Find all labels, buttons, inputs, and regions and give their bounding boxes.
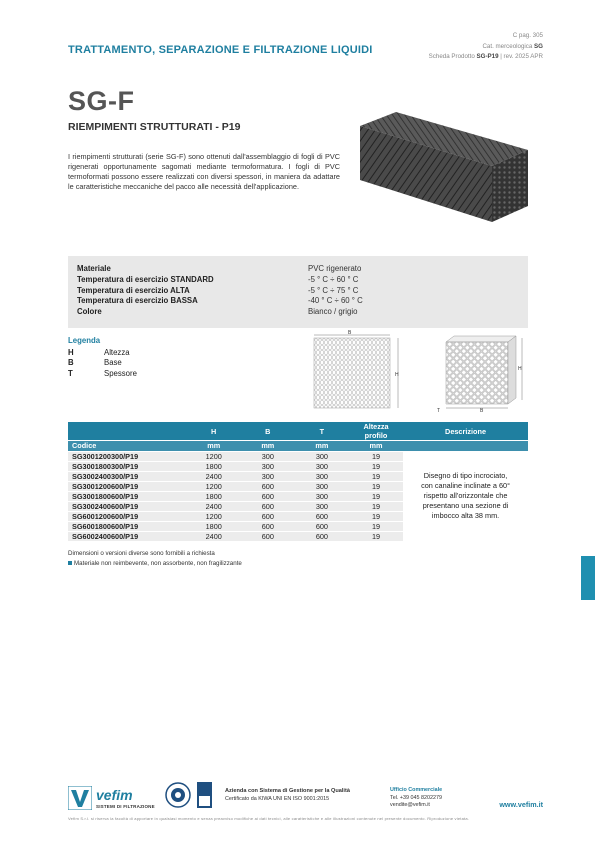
table-row: SG3001200600/P19 1200 600 300 19 <box>68 481 528 491</box>
column-header-profile: Altezza profilo <box>349 422 403 441</box>
dimension-h-label-iso: H <box>518 366 522 372</box>
office-email[interactable]: vendite@vefim.it <box>390 802 430 809</box>
brand-name: vefim <box>96 787 133 803</box>
product-subtitle: RIEMPIMENTI STRUTTURATI - P19 <box>68 121 241 133</box>
note-line: Dimensioni o versioni diverse sono fornibili a richiesta <box>68 550 215 557</box>
column-header-t: T <box>295 422 349 441</box>
vefim-logo-mark <box>68 786 92 810</box>
vefim-logo <box>68 786 156 814</box>
properties-panel <box>68 256 528 328</box>
column-header-h: H <box>187 422 241 441</box>
table-row: SG3001800300/P19 1800 300 300 19 <box>68 461 528 471</box>
legal-disclaimer: Vefim S.r.l. si riserva la facoltà di apportare in qualsiasi momento e senza preavviso modifiche ai dati tecnici, alle caratteristiche e alle illustrazioni contenute nel presente documento. Riproduzione vietata. <box>68 816 470 821</box>
certification-seal-icon <box>165 782 191 808</box>
product-description: Disegno di tipo incrociato, con canaline inclinate a 60° rispetto all'orizzontale che presentano una sezione di imbocco alta 38 mm. <box>403 451 528 541</box>
product-image <box>352 110 530 228</box>
chapter-tab <box>581 556 595 600</box>
table-row: SG6001800600/P19 1800 600 600 19 <box>68 521 528 531</box>
catalog-line: Cat. merceologica SG <box>482 42 543 50</box>
dimension-b-label-iso: B <box>480 408 484 412</box>
isometric-drawing <box>432 330 530 412</box>
document-meta <box>429 31 543 63</box>
website-link[interactable]: www.vefim.it <box>499 800 543 809</box>
column-header-code: Codice <box>68 441 187 452</box>
legend <box>68 336 137 379</box>
section-title: TRATTAMENTO, SEPARAZIONE E FILTRAZIONE LIQUIDI <box>68 44 373 56</box>
legend-title: Legenda <box>68 336 101 345</box>
legend-item: B Base <box>68 358 122 368</box>
property-row: Temperatura di esercizio STANDARD -5 ° C ÷ 60 ° C <box>77 274 359 284</box>
quality-statement: Azienda con Sistema di Gestione per la Qualità Certificato da KIWA UNI EN ISO 9001:2015 <box>225 788 350 802</box>
product-intro: I riempimenti strutturati (serie SG-F) sono ottenuti dall'assemblaggio di fogli di PVC rigenerati opportunamente sagomati mediante termoformatura. I fogli di PVC termoformati possono essere realizzati con diversi spessori, in maniera da adattare le caratteristiche meccaniche del pacco alle necessità dell'applicazione. <box>68 152 340 191</box>
table-row: SG3002400300/P19 2400 300 300 19 <box>68 471 528 481</box>
kiwa-certificate-icon <box>197 782 212 808</box>
table-sub-header <box>68 441 528 452</box>
product-title: SG-F <box>68 86 135 116</box>
table-notes <box>68 549 242 568</box>
dimension-h-label: H <box>395 372 399 378</box>
unit-header: mm <box>349 441 403 452</box>
column-header-b: B <box>241 422 295 441</box>
unit-header: mm <box>187 441 241 452</box>
unit-header: mm <box>295 441 349 452</box>
property-row: Colore Bianco / grigio <box>77 307 358 317</box>
dimension-t-label: T <box>437 408 441 412</box>
note-line: Materiale non reimbevente, non assorbente, non fragilizzante <box>68 559 242 569</box>
table-row: SG6002400600/P19 2400 600 600 19 <box>68 531 528 541</box>
page-label: C pag. 305 <box>512 32 543 39</box>
table-row: SG3001200300/P19 1200 300 300 19 Disegno di tipo incrociato, con canaline inclinate a 60° rispetto all'orizzontale che presentano una sezione di imbocco alta 38 mm. <box>68 451 528 461</box>
office-phone[interactable]: Tel. +39 045 8202279 <box>390 794 443 801</box>
property-row: Temperatura di esercizio ALTA -5 ° C ÷ 75 ° C <box>77 285 359 295</box>
table-row: SG6001200600/P19 1200 600 600 19 <box>68 511 528 521</box>
product-codes-table <box>68 422 528 542</box>
footer <box>0 780 595 842</box>
front-view-drawing <box>308 330 408 410</box>
unit-header: mm <box>241 441 295 452</box>
legend-item: H Altezza <box>68 347 130 357</box>
property-row: Temperatura di esercizio BASSA -40 ° C ÷ 60 ° C <box>77 296 363 306</box>
property-row: Materiale PVC rigenerato <box>77 264 362 273</box>
table-group-header <box>68 422 528 441</box>
dimension-b-label: B <box>348 330 352 336</box>
column-header-description: Descrizione <box>403 422 528 441</box>
legend-item: T Spessore <box>68 368 137 378</box>
bullet-icon <box>68 561 72 565</box>
brand-subtitle: SISTEMI DI FILTRAZIONE <box>96 804 155 809</box>
table-row: SG3001800600/P19 1800 600 300 19 <box>68 491 528 501</box>
table-row: SG3002400600/P19 2400 600 300 19 <box>68 501 528 511</box>
sheet-line: Scheda Prodotto SG-P19 | rev. 2025 APR <box>428 53 543 60</box>
sales-office: Ufficio Commerciale Tel. +39 045 8202279 vendite@vefim.it <box>390 787 443 809</box>
